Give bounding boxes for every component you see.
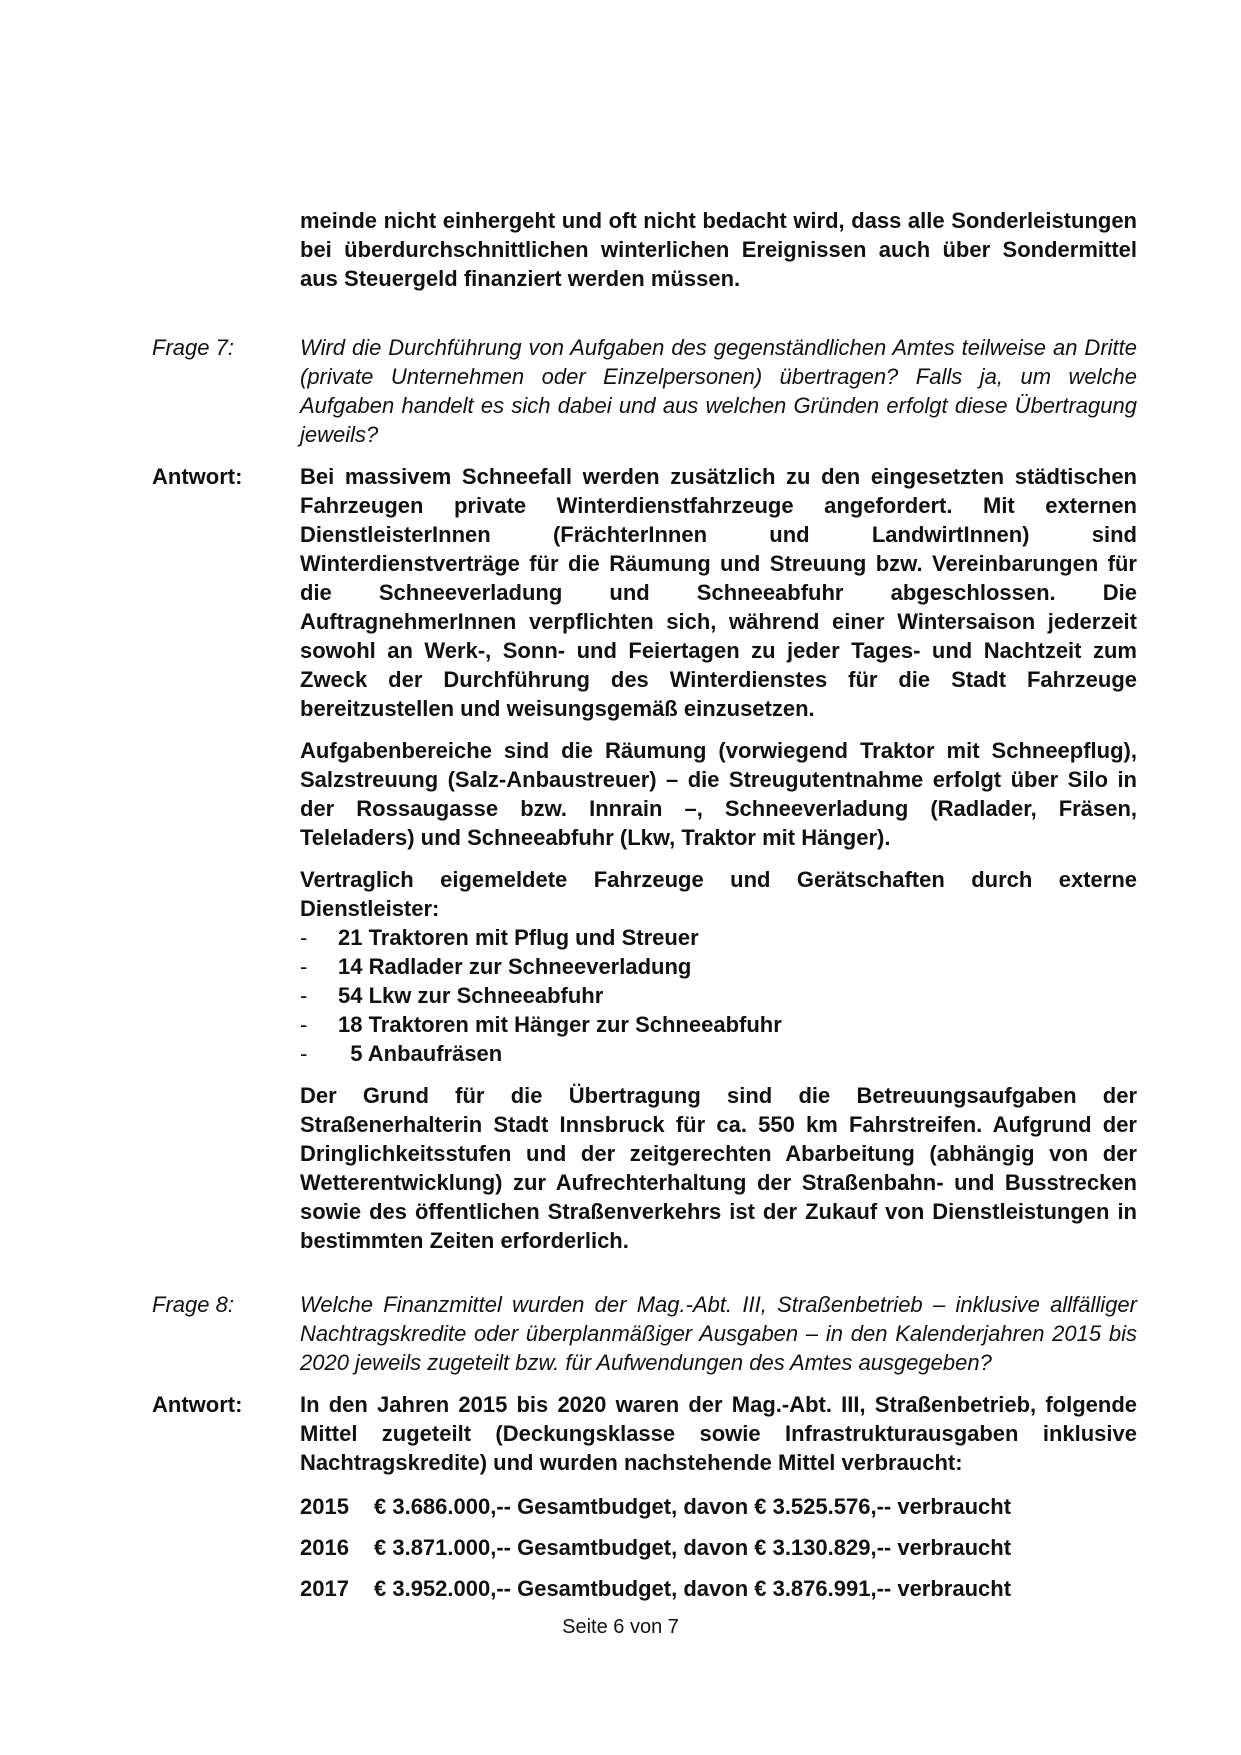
budget-rows <box>300 1492 1137 1615</box>
list-dash: - <box>300 983 308 1008</box>
budget-table <box>152 1492 1137 1615</box>
list-item-text: 21 Traktoren mit Pflug und Streuer <box>338 925 699 950</box>
antwort7-content <box>300 462 1137 1255</box>
budget-amounts: € 3.952.000,-- Gesamtbudget, davon € 3.876.991,-- verbraucht <box>374 1576 1012 1601</box>
list-dash: - <box>300 925 308 950</box>
frage7-question: Wird die Durchführung von Aufgaben des gegenständlichen Amtes teilweise an Dritte (private Unternehmen oder Einzelpersonen) übertragen? Falls ja, um welche Aufgaben handelt es sich dabei und aus welchen Gründen erfolgt diese Übertragung jeweils? <box>300 335 1137 447</box>
list-item <box>300 952 1137 981</box>
antwort8-label: Antwort: <box>152 1392 243 1417</box>
antwort7-paragraph-4: Der Grund für die Übertragung sind die Betreuungsaufgaben der Straßenerhalterin Stadt Innsbruck für ca. 550 km Fahrstreifen. Aufgrund der Dringlichkeitsstufen und der zeitgerechten Abarbeitung (abhängig von der Wetterentwicklung) zur Aufrechterhaltung der Straßenbahn- und Busstrecken sowie des öffentlichen Straßenverkehrs ist der Zukauf von Dienstleistungen in bestimmten Zeiten erforderlich. <box>300 1083 1137 1253</box>
list-item <box>300 1039 1137 1068</box>
budget-year: 2017 <box>300 1576 349 1601</box>
budget-year: 2015 <box>300 1494 349 1519</box>
budget-row <box>300 1533 1137 1562</box>
intro-block <box>152 206 1137 293</box>
list-item-text: 54 Lkw zur Schneeabfuhr <box>338 983 604 1008</box>
frage8-question: Welche Finanzmittel wurden der Mag.-Abt. III, Straßenbetrieb – inklusive allfälliger Nachtragskredite oder überplanmäßiger Ausgaben – in den Kalenderjahren 2015 bis 2020 jeweils zugeteilt bzw. für Aufwendungen des Amtes ausgegeben? <box>300 1292 1137 1375</box>
frage8-label: Frage 8: <box>152 1292 234 1317</box>
budget-year: 2016 <box>300 1535 349 1560</box>
budget-amounts: € 3.871.000,-- Gesamtbudget, davon € 3.130.829,-- verbraucht <box>374 1535 1012 1560</box>
antwort7-label: Antwort: <box>152 464 243 489</box>
list-item <box>300 923 1137 952</box>
budget-row <box>300 1492 1137 1521</box>
antwort8-paragraph: In den Jahren 2015 bis 2020 waren der Mag.-Abt. III, Straßenbetrieb, folgende Mittel zugeteilt (Deckungsklasse sowie Infrastrukturausgaben inklusive Nachtragskredite) und wurden nachstehende Mittel verbraucht: <box>300 1392 1137 1475</box>
antwort7-paragraph-2: Aufgabenbereiche sind die Räumung (vorwiegend Traktor mit Schneepflug), Salzstreuung (Salz-Anbaustreuer) – die Streugutentnahme erfolgt über Silo in der Rossaugasse bzw. Innrain –, Schneeverladung (Radlader, Fräsen, Teleladers) und Schneeabfuhr (Lkw, Traktor mit Hänger). <box>300 738 1137 850</box>
antwort7-paragraph-3: Vertraglich eigemeldete Fahrzeuge und Gerätschaften durch externe Dienstleister: <box>300 867 1137 921</box>
budget-row <box>300 1574 1137 1603</box>
page-number: Seite 6 von 7 <box>562 1616 679 1638</box>
list-item-text: 5 Anbaufräsen <box>338 1041 503 1066</box>
list-dash: - <box>300 1012 308 1037</box>
frage7-block <box>152 333 1137 449</box>
frage8-block <box>152 1290 1137 1377</box>
antwort8-block <box>152 1390 1137 1477</box>
list-item <box>300 981 1137 1010</box>
budget-table-row-wrapper <box>152 1492 1137 1615</box>
list-dash: - <box>300 1041 308 1066</box>
list-item-text: 18 Traktoren mit Hänger zur Schneeabfuhr <box>338 1012 782 1037</box>
list-item <box>300 1010 1137 1039</box>
list-item-text: 14 Radlader zur Schneeverladung <box>338 954 692 979</box>
frage7-row <box>152 333 1137 449</box>
antwort7-vehicles-section <box>300 865 1137 1068</box>
antwort7-block <box>152 462 1137 1255</box>
list-dash: - <box>300 954 308 979</box>
intro-row <box>152 206 1137 293</box>
antwort7-row <box>152 462 1137 1255</box>
antwort8-row <box>152 1390 1137 1477</box>
budget-amounts: € 3.686.000,-- Gesamtbudget, davon € 3.525.576,-- verbraucht <box>374 1494 1012 1519</box>
intro-paragraph: meinde nicht einhergeht und oft nicht bedacht wird, dass alle Sonderleistungen bei überdurchschnittlichen winterlichen Ereignissen auch über Sondermittel aus Steuergeld finanziert werden müssen. <box>300 208 1137 291</box>
frage7-label: Frage 7: <box>152 335 234 360</box>
vehicle-list <box>300 923 1137 1068</box>
frage8-row <box>152 1290 1137 1377</box>
antwort7-paragraph-1: Bei massivem Schneefall werden zusätzlich zu den eingesetzten städtischen Fahrzeugen private Winterdienstfahrzeuge angefordert. Mit externen DienstleisterInnen (FrächterInnen und LandwirtInnen) sind Winterdienstverträge für die Räumung und Streuung bzw. Vereinbarungen für die Schneeverladung und Schneeabfuhr abgeschlossen. Die AuftragnehmerInnen verpflichten sich, während einer Wintersaison jederzeit sowohl an Werk-, Sonn- und Feiertagen zu jeder Tages- und Nachtzeit zum Zweck der Durchführung des Winterdienstes für die Stadt Fahrzeuge bereitzustellen und weisungsgemäß einzusetzen. <box>300 464 1137 721</box>
